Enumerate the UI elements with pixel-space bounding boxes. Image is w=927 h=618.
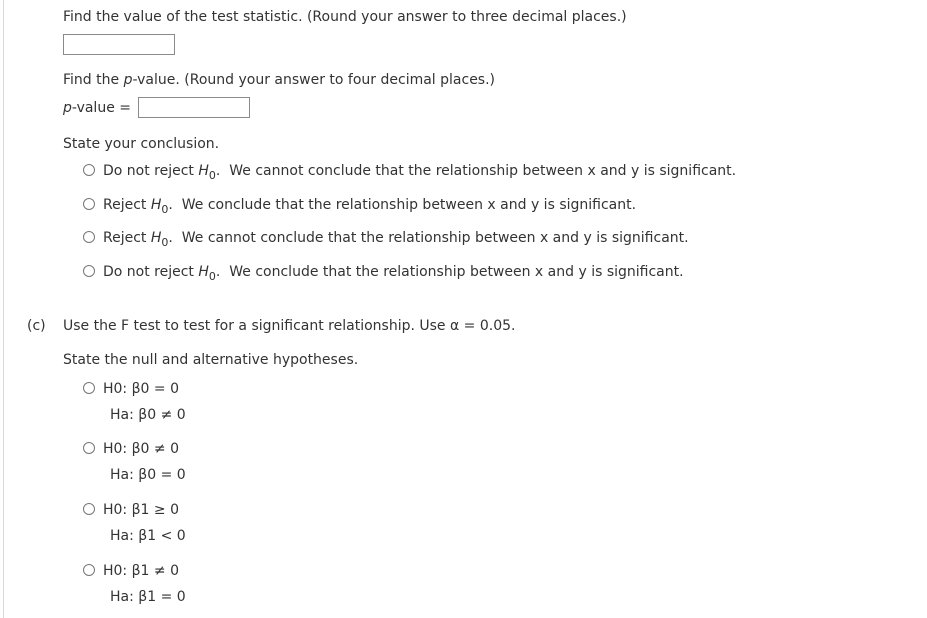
part-c-prompt: Use the F test to test for a significant relationship. Use α = 0.05. — [63, 318, 516, 334]
conclusion-option-3-radio[interactable] — [83, 231, 95, 243]
pvalue-input[interactable] — [138, 97, 250, 118]
left-divider — [3, 0, 4, 618]
hypothesis-option-4-ha: Ha: β1 = 0 — [110, 589, 186, 605]
test-statistic-input[interactable] — [63, 34, 175, 55]
hypothesis-option-4-h0[interactable]: H0: β1 ≠ 0 — [103, 563, 179, 579]
hypothesis-option-2-ha: Ha: β0 = 0 — [110, 467, 186, 483]
hypothesis-option-1-radio[interactable] — [83, 382, 95, 394]
part-c-label: (c) — [27, 318, 46, 334]
conclusion-option-4[interactable]: Do not reject $H_0$. We conclude that the relationship between x and y is significant. — [103, 264, 684, 283]
conclusion-prompt: State your conclusion. — [63, 136, 220, 152]
hypothesis-option-3-ha: Ha: β1 < 0 — [110, 528, 186, 544]
conclusion-option-1[interactable]: Do not reject $H_0$. We cannot conclude that the relationship between x and y is significant. — [103, 163, 737, 182]
conclusion-option-4-radio[interactable] — [83, 265, 95, 277]
hypothesis-option-4-radio[interactable] — [83, 564, 95, 576]
conclusion-option-3[interactable]: Reject $H_0$. We cannot conclude that the relationship between x and y is significant. — [103, 230, 689, 249]
pvalue-prompt: Find the p-value. (Round your answer to four decimal places.) — [63, 72, 496, 88]
hypothesis-option-2-radio[interactable] — [83, 442, 95, 454]
hypotheses-prompt: State the null and alternative hypotheses. — [63, 352, 359, 368]
conclusion-option-1-radio[interactable] — [83, 164, 95, 176]
pvalue-label: p-value = — [63, 100, 131, 116]
hypothesis-option-1-ha: Ha: β0 ≠ 0 — [110, 407, 186, 423]
hypothesis-option-3-h0[interactable]: H0: β1 ≥ 0 — [103, 502, 179, 518]
hypothesis-option-2-h0[interactable]: H0: β0 ≠ 0 — [103, 441, 179, 457]
hypothesis-option-1-h0[interactable]: H0: β0 = 0 — [103, 381, 179, 397]
conclusion-option-2[interactable]: Reject $H_0$. We conclude that the relationship between x and y is significant. — [103, 197, 637, 216]
conclusion-option-2-radio[interactable] — [83, 198, 95, 210]
test-statistic-prompt: Find the value of the test statistic. (Round your answer to three decimal places.) — [63, 9, 627, 25]
hypothesis-option-3-radio[interactable] — [83, 503, 95, 515]
